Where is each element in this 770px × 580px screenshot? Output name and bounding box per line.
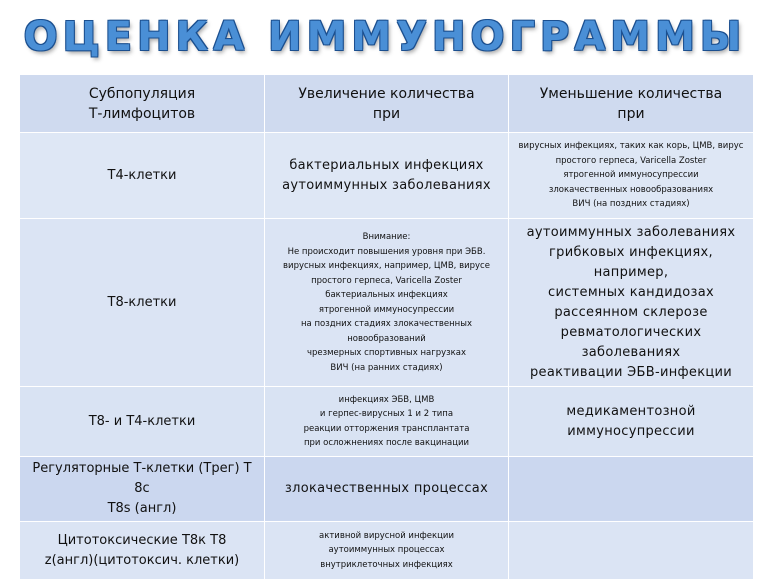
table-header-row — [20, 75, 754, 133]
header-text: при — [372, 105, 401, 122]
header-text: Субпопуляция — [88, 85, 196, 102]
cell-text: z(англ)(цитотоксич. клетки) — [44, 552, 240, 568]
cell-text: системных кандидозах — [548, 284, 714, 300]
increase-cell — [265, 522, 509, 580]
cell-text: бактериальных инфекциях — [289, 157, 484, 173]
cell-text: ятрогенной иммуносупрессии — [563, 170, 699, 181]
increase-cell — [265, 387, 509, 457]
header-text: Увеличение количества — [298, 85, 475, 102]
cell-text: реакции отторжения трансплантата — [303, 423, 470, 434]
cell-text: ятрогенной иммуносупрессии — [318, 304, 455, 315]
row-name — [20, 219, 265, 387]
table-row — [20, 522, 754, 580]
cell-text: активной вирусной инфекции — [319, 530, 454, 541]
cell-text: аутоиммунных процессах — [328, 545, 445, 556]
row-name — [20, 387, 265, 457]
cell-text: злокачественных процессах — [284, 481, 489, 496]
header-subpopulation — [20, 75, 265, 133]
cell-text: вирусных инфекциях, таких как корь, ЦМВ, вирус — [518, 141, 744, 152]
cell-text: простого герпеса, Varicella Zoster — [311, 275, 462, 286]
cell-text: Не происходит повышения уровня при ЭБВ. — [287, 246, 486, 257]
increase-cell — [265, 133, 509, 219]
cell-text: Т8-клетки — [107, 294, 177, 310]
row-name — [20, 133, 265, 219]
cell-text: чрезмерных спортивных нагрузках — [306, 348, 467, 358]
cell-text: иммуносупрессии — [567, 423, 695, 439]
header-increase — [265, 75, 509, 133]
cell-text: новообразований — [347, 333, 426, 344]
header-text: Уменьшение количества — [539, 85, 723, 102]
cell-text: ревматологических заболеваниях — [560, 324, 702, 360]
cell-text: злокачественных новообразованиях — [548, 184, 714, 195]
cell-text: Т8s (англ) — [107, 501, 177, 516]
cell-text: на поздних стадиях злокачественных — [301, 319, 472, 329]
table-row — [20, 387, 754, 457]
cell-text: бактериальных инфекциях — [325, 290, 448, 300]
page-title: ОЦЕНКА ИММУНОГРАММЫ — [23, 14, 747, 60]
decrease-cell — [509, 522, 754, 580]
cell-text: Регуляторные Т-клетки (Трег) Т 8с — [32, 461, 252, 496]
header-text: при — [617, 105, 645, 122]
increase-cell — [265, 219, 509, 387]
immunogram-table — [19, 74, 754, 580]
increase-cell — [265, 457, 509, 522]
table-row — [20, 457, 754, 522]
table-row — [20, 133, 754, 219]
cell-text: грибковых инфекциях, например, — [549, 244, 713, 280]
cell-text: ВИЧ (на ранних стадиях) — [330, 362, 443, 373]
header-text: Т-лимфоцитов — [88, 105, 196, 122]
cell-text: вирусных инфекциях, например, ЦМВ, вирусе — [283, 261, 490, 271]
decrease-cell — [509, 219, 754, 387]
cell-text: Цитотоксические Т8к Т8 — [57, 532, 227, 548]
cell-text: Т8- и Т4-клетки — [88, 413, 196, 429]
cell-text: медикаментозной — [566, 403, 696, 419]
cell-text: аутоиммунных заболеваниях — [282, 177, 491, 193]
cell-text: аутоиммунных заболеваниях — [526, 224, 736, 240]
decrease-cell — [509, 387, 754, 457]
row-name — [20, 457, 265, 522]
cell-text: и герпес-вирусных 1 и 2 типа — [319, 409, 454, 419]
decrease-cell — [509, 133, 754, 219]
cell-text: ВИЧ (на поздних стадиях) — [572, 199, 690, 210]
cell-text: Внимание: — [362, 232, 411, 242]
cell-text: реактивации ЭБВ-инфекции — [529, 364, 733, 380]
cell-text: простого герпеса, Varicella Zoster — [555, 155, 707, 166]
row-name — [20, 522, 265, 580]
cell-text: инфекциях ЭБВ, ЦМВ — [338, 394, 435, 405]
cell-text: Т4-клетки — [107, 167, 177, 183]
cell-text: внутриклеточных инфекциях — [320, 559, 453, 570]
decrease-cell — [509, 457, 754, 522]
header-decrease — [509, 75, 754, 133]
cell-text: при осложнениях после вакцинации — [303, 438, 470, 448]
cell-text: рассеянном склерозе — [554, 304, 708, 320]
table-row — [20, 219, 754, 387]
